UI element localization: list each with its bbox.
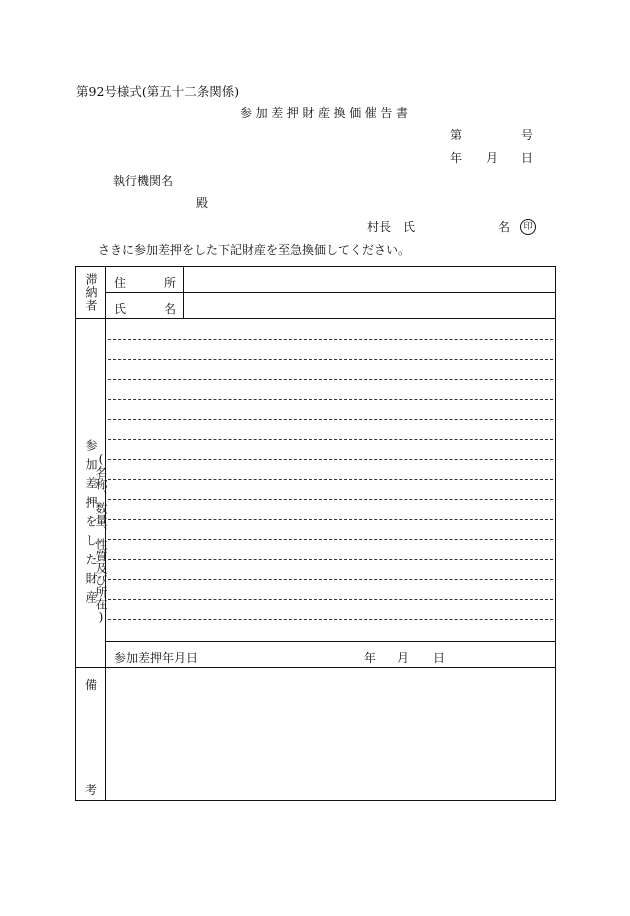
intro-text: さきに参加差押をした下記財産を至急換価してください。 [98, 243, 411, 257]
number-prefix: 第 [450, 128, 463, 142]
name-label-cell [106, 293, 184, 319]
dotted-rule [108, 599, 553, 600]
dotted-rule [108, 459, 553, 460]
date-year-label: 年 [450, 151, 463, 165]
name-label-1: 氏 [114, 302, 127, 316]
attachment-date-month: 月 [397, 651, 410, 665]
property-sublabel: (名称、数量、性質及び所在) [94, 452, 108, 624]
dotted-rule [108, 579, 553, 580]
attachment-date-field[interactable] [106, 642, 556, 668]
property-details-field[interactable] [106, 319, 556, 642]
dotted-rule [108, 619, 553, 620]
dotted-rule [108, 379, 553, 380]
signer-title: 村長 氏 [367, 220, 416, 234]
date-day-label: 日 [521, 151, 534, 165]
remarks-label-bottom: 考 [85, 783, 98, 797]
dotted-rule [108, 479, 553, 480]
dotted-rule [108, 399, 553, 400]
delinquent-label: 滞納者 [84, 273, 98, 312]
addressee-honorific: 殿 [196, 196, 209, 210]
dotted-rule [108, 339, 553, 340]
property-label: 参加差押をした財産 [84, 439, 98, 610]
property-label-cell [76, 319, 106, 668]
address-field[interactable] [184, 267, 556, 293]
form-number: 第92号様式(第五十二条関係) [76, 84, 240, 99]
remarks-label-top: 備 [85, 678, 98, 692]
name-field[interactable] [184, 293, 556, 319]
address-label-1: 住 [114, 276, 127, 290]
signer-name-label: 名 [498, 220, 511, 234]
number-suffix: 号 [521, 128, 534, 142]
attachment-date-label: 参加差押年月日 [114, 651, 199, 665]
document-title: 参加差押財産換価催告書 [240, 106, 412, 120]
attachment-date-day: 日 [433, 651, 446, 665]
address-label-2: 所 [163, 276, 176, 290]
remarks-label-cell [76, 668, 106, 801]
dotted-rule [108, 439, 553, 440]
address-label-cell [106, 267, 184, 293]
date-month-label: 月 [486, 151, 499, 165]
dotted-rule [108, 359, 553, 360]
form-table [75, 266, 556, 801]
dotted-rule [108, 519, 553, 520]
dotted-rule [108, 419, 553, 420]
dotted-rule [108, 499, 553, 500]
addressee-label: 執行機関名 [113, 174, 174, 188]
seal-mark: 印 [520, 219, 536, 235]
remarks-field[interactable] [106, 668, 556, 801]
dotted-rule [108, 539, 553, 540]
dotted-rule [108, 559, 553, 560]
attachment-date-year: 年 [364, 651, 377, 665]
name-label-2: 名 [163, 302, 176, 316]
delinquent-label-cell [76, 267, 106, 319]
